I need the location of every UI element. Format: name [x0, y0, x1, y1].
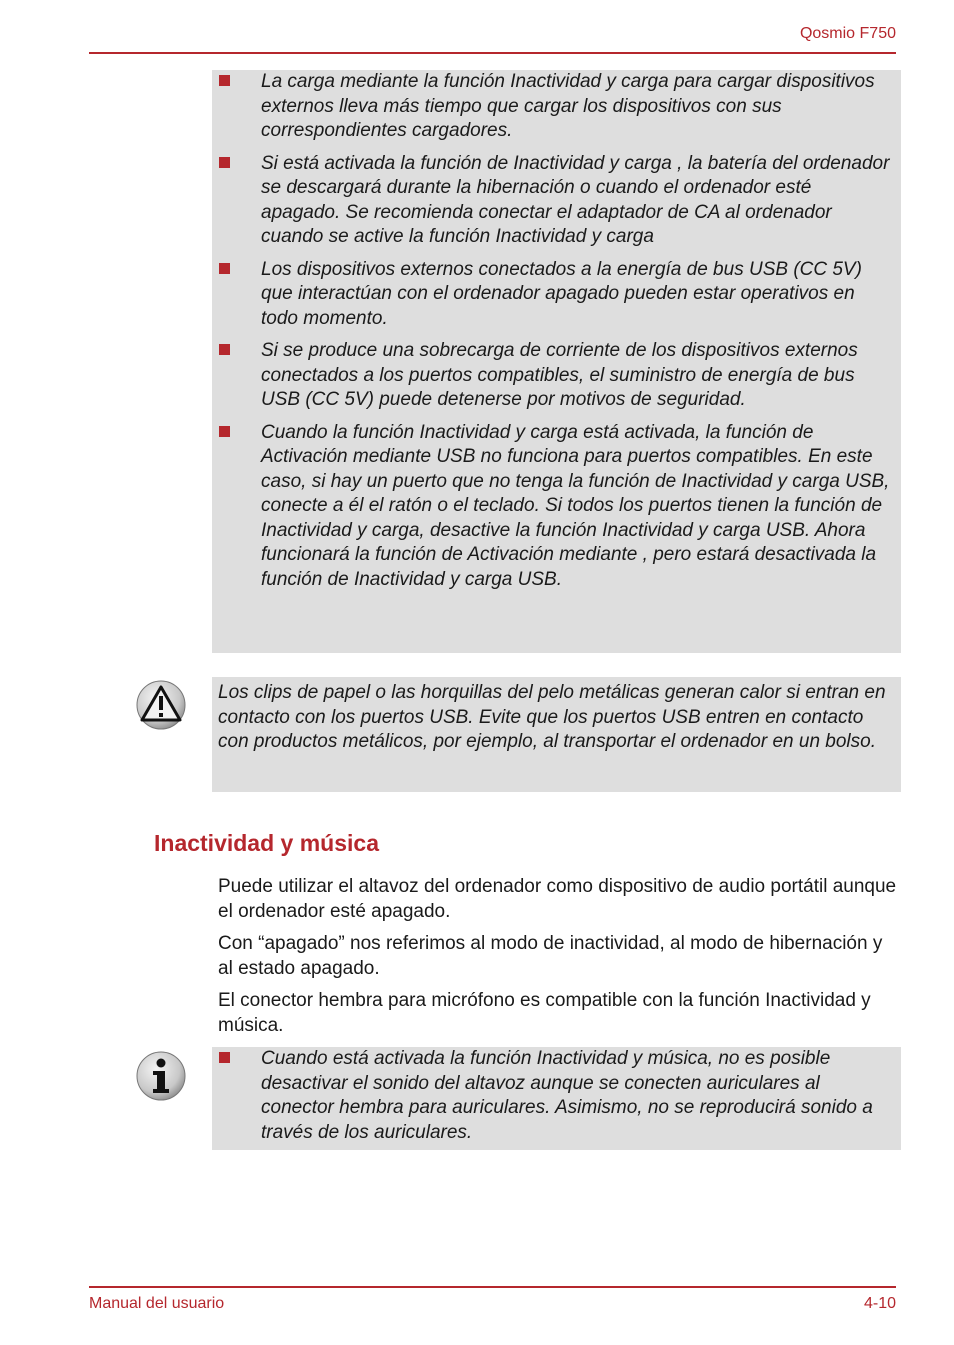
page-number: 4-10 — [863, 1295, 896, 1312]
list-item — [212, 70, 901, 144]
paragraph: El conector hembra para micrófono es compatible con la función Inactividad y música. — [218, 990, 871, 1036]
list-item — [212, 421, 901, 593]
list-item-text: Cuando la función Inactividad y carga está activada, la función de Activación mediante USB no funciona para puertos compatibles. En este caso, si hay un puerto que no tenga la función de Inactividad y carga USB, conecte a él el ratón o el teclado. Si todos los puertos tienen la función de Inactividad y carga, desactive la función Inactividad y carga USB. Ahora funcionará la función de Activación mediante , pero estará desactivada la función de Inactividad y carga USB. — [261, 421, 890, 590]
list-item — [212, 152, 901, 250]
footer-rule — [89, 1286, 896, 1288]
section-heading: Inactividad y música — [154, 830, 379, 856]
info-icon — [136, 1051, 186, 1101]
list-item — [212, 258, 901, 332]
paragraph: Con “apagado” nos referimos al modo de inactividad, al modo de hibernación y al estado apagado. — [218, 933, 883, 979]
warning-block — [212, 677, 901, 792]
header-rule — [89, 52, 896, 54]
list-item — [212, 339, 901, 413]
list-item-text: Los dispositivos externos conectados a la energía de bus USB (CC 5V) que interactúan con el ordenador apagado pueden estar operativos en todo momento. — [261, 258, 862, 329]
bullet-square-icon — [219, 426, 230, 437]
paragraph: Puede utilizar el altavoz del ordenador como dispositivo de audio portátil aunque el ordenador esté apagado. — [218, 876, 897, 922]
list-item-text: Si se produce una sobrecarga de corriente de los dispositivos externos conectados a los puertos compatibles, el suministro de energía de bus USB (CC 5V) puede detenerse por motivos de seguridad. — [261, 340, 858, 410]
header-title: Qosmio F750 — [799, 25, 896, 42]
warning-text: Los clips de papel o las horquillas del pelo metálicas generan calor si entran en contacto con los puertos USB. Evite que los puertos USB entren en contacto con productos metálicos, por ejemplo, al transportar el ordenador en un bolso. — [218, 682, 886, 752]
notes-block — [212, 70, 901, 653]
warning-triangle-icon — [136, 680, 186, 730]
list-item — [212, 1047, 901, 1145]
info-list — [212, 1047, 901, 1145]
bullet-square-icon — [219, 157, 230, 168]
list-item-text: Si está activada la función de Inactividad y carga , la batería del ordenador se descargará durante la hibernación o cuando el ordenador esté apagado. Se recomienda conectar el adaptador de CA al ordenador cuando se active la función Inactividad y carga — [261, 152, 890, 247]
list-item-text: La carga mediante la función Inactividad y carga para cargar dispositivos externos lleva más tiempo que cargar los dispositivos con sus correspondientes cargadores. — [261, 71, 875, 141]
info-block — [212, 1047, 901, 1150]
bullet-square-icon — [219, 1052, 230, 1063]
bullet-square-icon — [219, 75, 230, 86]
list-item-text: Cuando está activada la función Inactividad y música, no es posible desactivar el sonido del altavoz aunque se conecten auriculares al conector hembra para auriculares. Asimismo, no se reproducirá sonido a través de los auriculares. — [261, 1048, 873, 1143]
footer-title: Manual del usuario — [89, 1295, 225, 1312]
bullet-square-icon — [219, 344, 230, 355]
notes-list — [212, 70, 901, 592]
bullet-square-icon — [219, 263, 230, 274]
